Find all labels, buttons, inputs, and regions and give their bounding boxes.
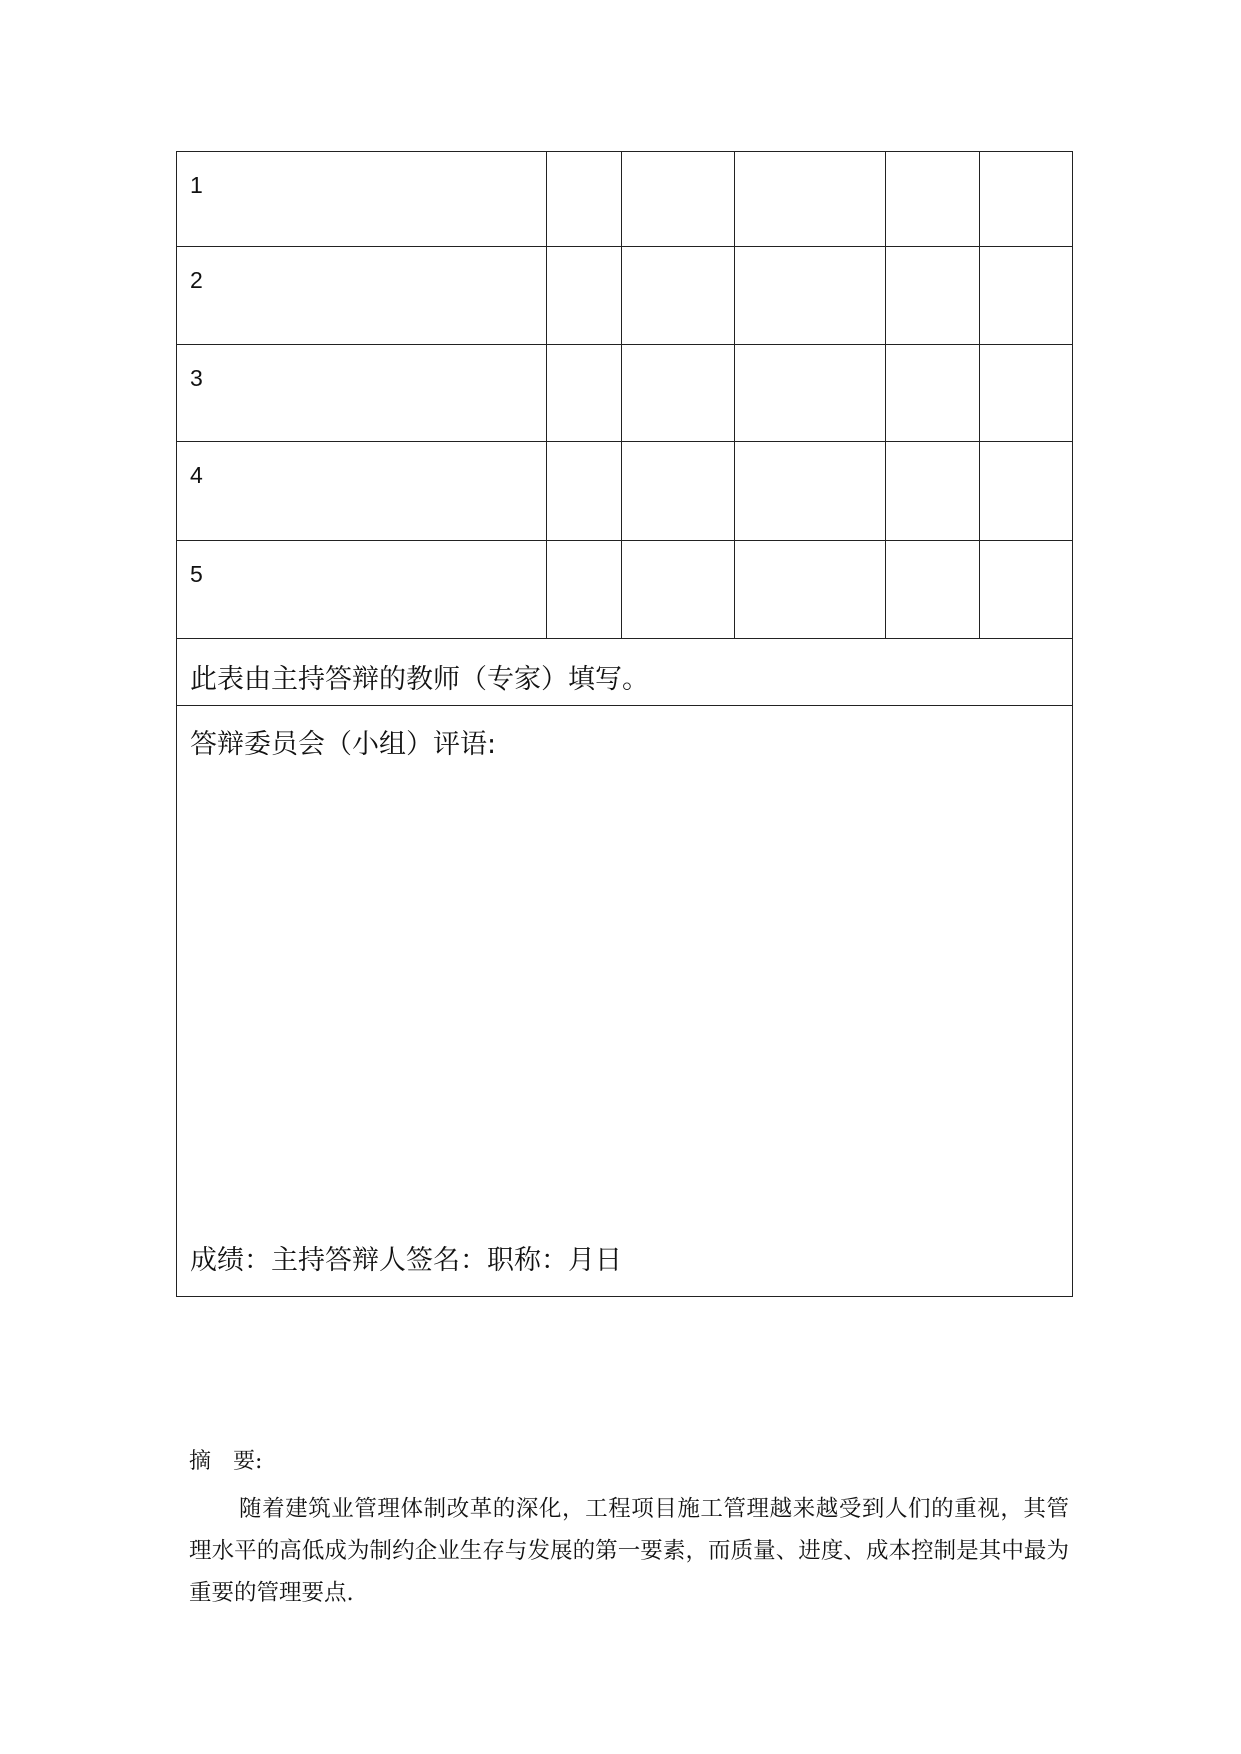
grade-signature-line: 成绩：主持答辩人签名：职称：月日: [190, 1245, 622, 1276]
abstract-heading: 摘 要:: [189, 1449, 263, 1474]
row-number: 5: [177, 541, 547, 639]
defense-grade-table: [176, 151, 1073, 1297]
comment-row: [177, 706, 1073, 1297]
score-cell: [622, 152, 735, 247]
score-cell: [980, 345, 1073, 442]
score-cell: [622, 345, 735, 442]
row-number: 4: [177, 442, 547, 541]
score-cell: [886, 247, 980, 345]
score-cell: [735, 541, 886, 639]
score-cell: [547, 442, 622, 541]
score-cell: [886, 541, 980, 639]
score-cell: [735, 442, 886, 541]
table-row: [177, 152, 1073, 247]
table-row: [177, 541, 1073, 639]
score-cell: [980, 247, 1073, 345]
score-cell: [547, 152, 622, 247]
score-cell: [735, 247, 886, 345]
score-cell: [622, 247, 735, 345]
abstract-body: 随着建筑业管理体制改革的深化，工程项目施工管理越来越受到人们的重视，其管理水平的高低成为制约企业生存与发展的第一要素，而质量、进度、成本控制是其中最为重要的管理要点.: [189, 1496, 1069, 1606]
score-cell: [735, 152, 886, 247]
row-number: 1: [177, 152, 547, 247]
row-number: 3: [177, 345, 547, 442]
table-note: 此表由主持答辩的教师（专家）填写。: [177, 639, 1073, 706]
score-cell: [980, 442, 1073, 541]
score-cell: [547, 247, 622, 345]
score-cell: [547, 541, 622, 639]
score-cell: [735, 345, 886, 442]
score-cell: [980, 541, 1073, 639]
score-cell: [980, 152, 1073, 247]
table-row: [177, 345, 1073, 442]
committee-comment-label: 答辩委员会（小组）评语:: [190, 729, 497, 760]
score-cell: [886, 345, 980, 442]
score-cell: [886, 152, 980, 247]
committee-comment-cell: [177, 706, 1073, 1297]
score-cell: [886, 442, 980, 541]
table-row: [177, 442, 1073, 541]
abstract-section: [189, 1442, 1069, 1614]
score-cell: [622, 541, 735, 639]
score-cell: [547, 345, 622, 442]
row-number: 2: [177, 247, 547, 345]
score-cell: [622, 442, 735, 541]
note-row: [177, 639, 1073, 706]
table-row: [177, 247, 1073, 345]
